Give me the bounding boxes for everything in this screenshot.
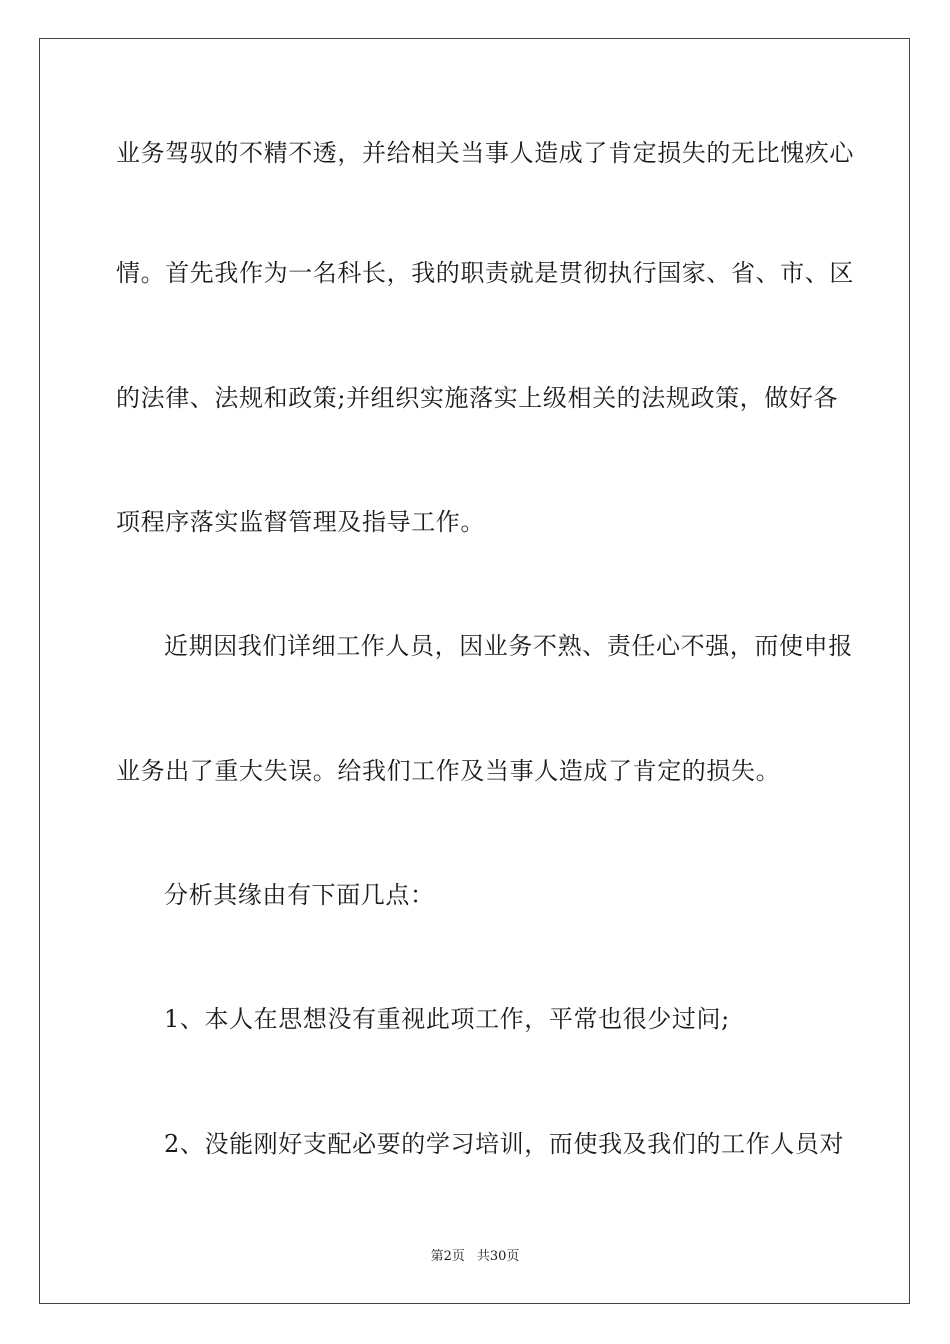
- page-number: 第2页: [430, 1249, 465, 1264]
- paragraph-line-5: 近期因我们详细工作人员，因业务不熟、责任心不强，而使申报: [164, 632, 853, 660]
- paragraph-line-6: 业务出了重大失误。给我们工作及当事人造成了肯定的损失。: [116, 757, 781, 785]
- page-total: 共30页: [476, 1249, 520, 1264]
- page-footer: [0, 1248, 950, 1266]
- paragraph-line-3: 的法律、法规和政策;并组织实施落实上级相关的法规政策，做好各: [116, 384, 839, 412]
- page-border: [39, 38, 910, 1304]
- paragraph-line-1: 业务驾驭的不精不透，并给相关当事人造成了肯定损失的无比愧疚心: [116, 139, 854, 167]
- list-item-2: 2、没能刚好支配必要的学习培训，而使我及我们的工作人员对: [164, 1130, 845, 1158]
- paragraph-line-7: 分析其缘由有下面几点：: [164, 881, 435, 909]
- paragraph-line-4: 项程序落实监督管理及指导工作。: [116, 508, 485, 536]
- paragraph-line-2: 情。首先我作为一名科长，我的职责就是贯彻执行国家、省、市、区: [116, 259, 854, 287]
- list-item-1: 1、本人在思想没有重视此项工作，平常也很少过问;: [164, 1005, 730, 1033]
